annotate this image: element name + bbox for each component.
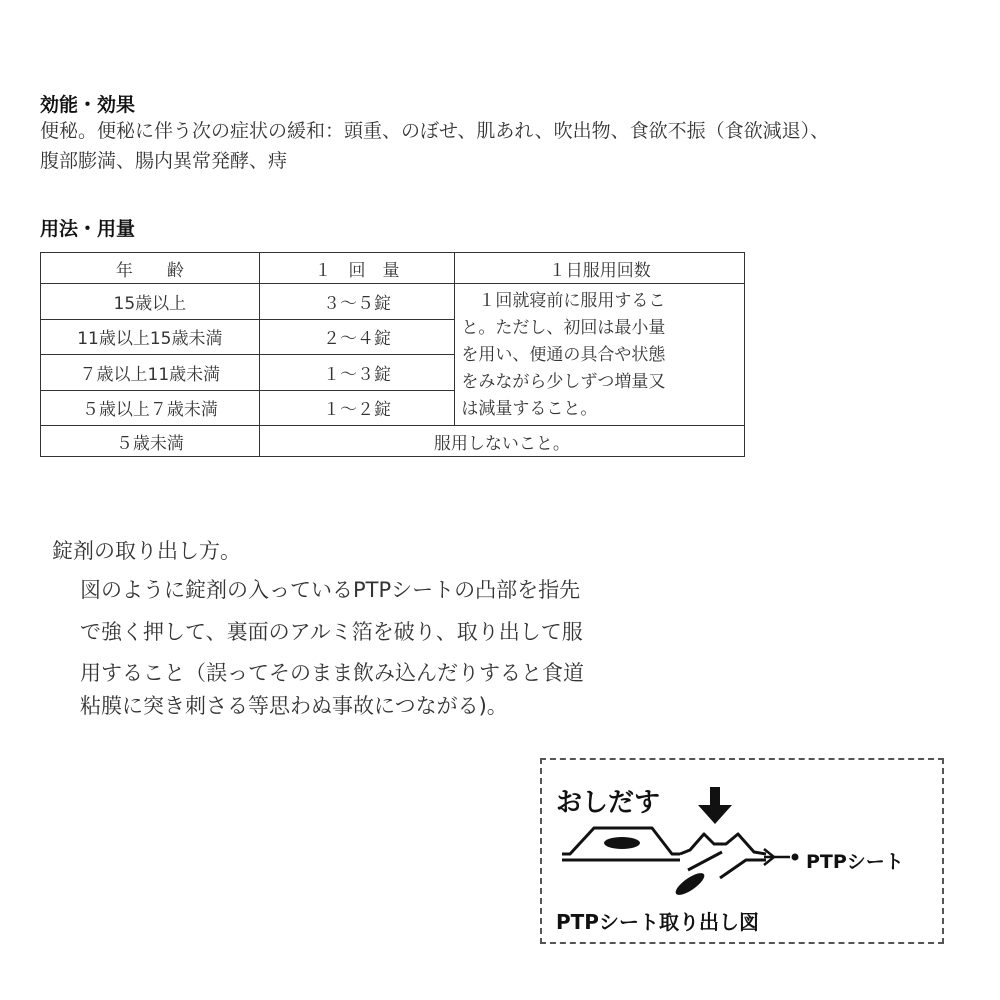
age-cell: ５歳以上７歳未満 [41,390,260,426]
header-dose: １ 回 量 [259,253,455,284]
table-row [41,426,745,457]
ptp-sheet-shape [562,828,766,878]
table-row [41,284,745,320]
dose-cell: １～３錠 [259,355,455,391]
dosage-table [40,252,745,457]
header-age: 年 齢 [41,253,260,284]
ptp-instruction-line-1: 図のように錠剤の入っているPTPシートの凸部を指先 [80,578,581,602]
dose-cell: ２～４錠 [259,319,455,355]
ptp-instructions-title: 錠剤の取り出し方。 [52,539,241,563]
efficacy-line-1: 便秘。便秘に伴う次の症状の緩和：頭重、のぼせ、肌あれ、吹出物、食欲不振（食欲減退）、 [40,120,830,142]
ptp-instruction-line-3: 用すること（誤ってそのまま飲み込んだりすると食道 [80,661,584,685]
ptp-instruction-line-4: 粘膜に突き刺さる等思わぬ事故につながる)。 [80,694,508,718]
ptp-sheet-label: PTPシート [806,851,904,873]
figure-caption: PTPシート取り出し図 [556,910,759,934]
dose-cell: １～２錠 [259,390,455,426]
dose-cell: ３～５錠 [259,284,455,320]
age-cell: 11歳以上15歳未満 [41,319,260,355]
age-cell: ５歳未満 [41,426,260,457]
ptp-figure [540,758,944,944]
ptp-instruction-line-2: で強く押して、裏面のアルミ箔を破り、取り出して服 [80,620,583,644]
frequency-note: １回就寝前に服用するこ と。ただし、初回は最小量 を用い、便通の具合や状態 をみながら少しずつ増量又 は減量すること。 [455,284,745,426]
efficacy-heading: 効能・効果 [40,94,136,116]
tablet-in-sheet [604,837,640,849]
pointer-arrow-icon [764,849,790,865]
push-label: おしだす [556,788,661,818]
usage-heading: 用法・用量 [40,218,136,240]
under5-instruction: 服用しないこと。 [259,426,744,457]
down-arrow-icon [698,787,732,824]
tablet-released [673,869,708,898]
age-cell: 15歳以上 [41,284,260,320]
age-cell: ７歳以上11歳未満 [41,355,260,391]
efficacy-line-2: 腹部膨満、腸内異常発酵、痔 [40,150,288,172]
table-header-row [41,253,745,284]
header-frequency: １日服用回数 [455,253,745,284]
